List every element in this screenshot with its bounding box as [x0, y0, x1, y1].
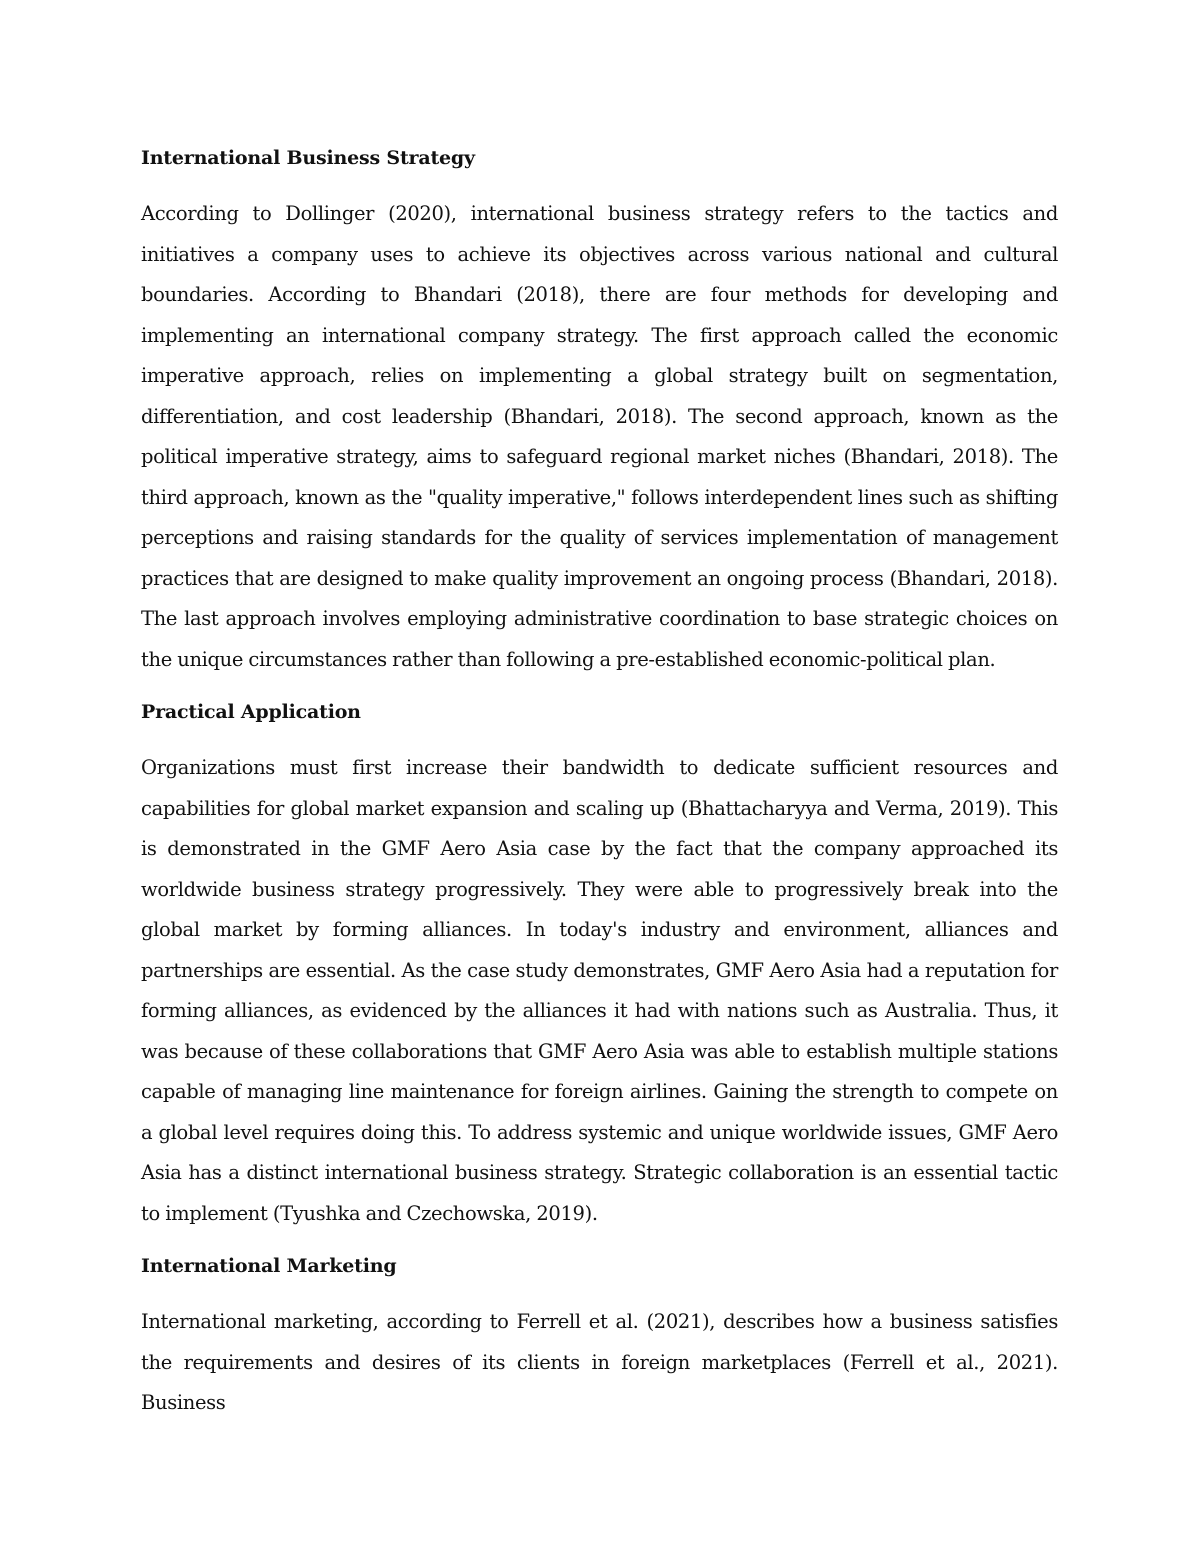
section-heading-practical-application: Practical Application: [141, 701, 361, 723]
spacer: [141, 1286, 1058, 1302]
spacer: [141, 1234, 1058, 1246]
spacer: [141, 680, 1058, 692]
spacer: [141, 732, 1058, 748]
section-heading-international-business-strategy: International Business Strategy: [141, 147, 475, 169]
section-body-international-business-strategy: According to Dollinger (2020), international business strategy refers to the tactics and initiatives a company uses to achieve its objectives across various national and cultural boundaries. According to Bhandari (2018), there are four methods for developing and implementing an international company strategy. The first approach called the economic imperative approach, relies on implementing a global strategy built on segmentation, differentiation, and cost leadership (Bhandari, 2018). The second approach, known as the political imperative strategy, aims to safeguard regional market niches (Bhandari, 2018). The third approach, known as the "quality imperative," follows interdependent lines such as shifting perceptions and raising standards for the quality of services implementation of management practices that are designed to make quality improvement an ongoing process (Bhandari, 2018). The last approach involves employing administrative coordination to base strategic choices on the unique circumstances rather than following a pre-established economic-political plan.: [141, 202, 1058, 671]
document-page: [141, 138, 1058, 1424]
section-body-international-marketing: International marketing, according to Ferrell et al. (2021), describes how a business satisfies the requirements and desires of its clients in foreign marketplaces (Ferrell et al., 2021). Business: [141, 1310, 1058, 1414]
section-body-practical-application: Organizations must first increase their bandwidth to dedicate sufficient resources and capabilities for global market expansion and scaling up (Bhattacharyya and Verma, 2019). This is demonstrated in the GMF Aero Asia case by the fact that the company approached its worldwide business strategy progressively. They were able to progressively break into the global market by forming alliances. In today's industry and environment, alliances and partnerships are essential. As the case study demonstrates, GMF Aero Asia had a reputation for forming alliances, as evidenced by the alliances it had with nations such as Australia. Thus, it was because of these collaborations that GMF Aero Asia was able to establish multiple stations capable of managing line maintenance for foreign airlines. Gaining the strength to compete on a global level requires doing this. To address systemic and unique worldwide issues, GMF Aero Asia has a distinct international business strategy. Strategic collaboration is an essential tactic to implement (Tyushka and Czechowska, 2019).: [141, 756, 1058, 1225]
spacer: [141, 178, 1058, 194]
section-heading-international-marketing: International Marketing: [141, 1255, 397, 1277]
